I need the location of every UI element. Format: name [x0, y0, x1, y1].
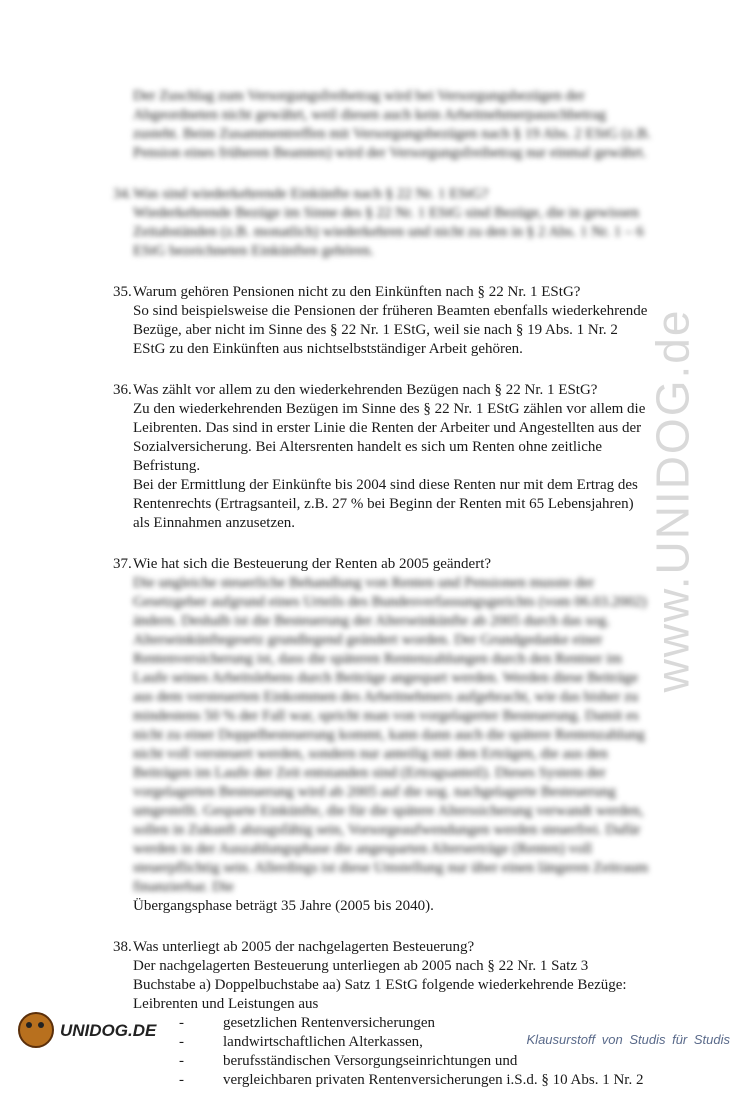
question-37 — [113, 555, 653, 916]
list-intro: Leibrenten und Leistungen aus — [133, 996, 319, 1012]
intro-paragraph — [113, 87, 653, 163]
answer-paragraph: Bei der Ermittlung der Einkünfte bis 2004 sind diese Renten nur mit dem Ertrag des Rentenrechts (Ertragsanteil, z.B. 27 % bei Beginn der Renten mit 65 Lebensjahren) als Einnahmen anzusetzen. — [133, 477, 638, 531]
question-number: 34. — [113, 186, 132, 202]
answer-visible-text: Übergangsphase beträgt 35 Jahre (2005 bis 2040). — [133, 898, 434, 914]
question-36 — [113, 381, 653, 533]
question-text: Was unterliegt ab 2005 der nachgelagerten Besteuerung? — [133, 939, 475, 955]
list-item: - landwirtschaftlichen Alterkassen, — [133, 1033, 653, 1052]
question-text: Warum gehören Pensionen nicht zu den Einkünften nach § 22 Nr. 1 EStG? — [133, 284, 581, 300]
question-number: 35. — [113, 284, 132, 300]
dog-icon — [18, 1012, 54, 1048]
answer-paragraph: Der nachgelagerten Besteuerung unterliegen ab 2005 nach § 22 Nr. 1 Satz 3 Buchstabe a) Doppelbuchstabe aa) Satz 1 EStG folgende wiederkehrende Bezüge: — [133, 958, 627, 993]
pension-sources-list — [133, 1014, 653, 1090]
answer-paragraph: Zu den wiederkehrenden Bezügen im Sinne des § 22 Nr. 1 EStG zählen vor allem die Leibrenten. Das sind in erster Linie die Renten der Arbeiter und Angestellten aus der Sozialversicherung. Bei Altersrenten handelt es sich um Renten ohne zeitliche Befristung. — [133, 401, 646, 474]
question-number: 37. — [113, 556, 132, 572]
dash-bullet: - — [179, 1015, 184, 1031]
footer-slogan: Klausurstoff von Studis für Studis — [526, 1032, 730, 1047]
question-text: Wie hat sich die Besteuerung der Renten ab 2005 geändert? — [133, 556, 492, 572]
answer-text: Wiederkehrende Bezüge im Sinne des § 22 Nr. 1 EStG sind Bezüge, die in gewissen Zeitabständen (z.B. monatlich) wiederkehren und nicht zu den in § 2 Abs. 1 Nr. 1 – 6 EStG bezeichneten Einkünften gehören. — [133, 205, 644, 259]
document-body — [113, 87, 653, 1112]
dash-bullet: - — [179, 1034, 184, 1050]
question-35 — [113, 283, 653, 359]
watermark-text: www.UNIDOG.de — [646, 308, 699, 692]
list-item: - berufsständischen Versorgungseinrichtungen und — [133, 1052, 653, 1071]
answer-blurred-text: Die ungleiche steuerliche Behandlung von Renten und Pensionen musste der Gesetzgeber aufgrund eines Urteils des Bundesverfassungsgerichts (vom 06.03.2002) ändern. Deshalb ist die Besteuerung der Alterseinkünfte ab 2005 durch das sog. Alterseinkünftegesetz grundlegend geändert worden. Der Grundgedanke einer Rentenversicherung ist, dass die späteren Rentenzahlungen durch den Rentner im Laufe seines Arbeitslebens durch Beiträge angespart werden. Werden diese Beiträge aus dem versteuerten Einkommen des Arbeitnehmers aufgebracht, wie das bisher zu mindestens 50 % der Fall war, spricht man von vorgelagerter Besteuerung. Damit es nicht zu einer Doppelbesteuerung kommt, kann dann auch die spätere Rentenzahlung nicht voll versteuert werden, sondern nur anteilig mit den Erträgen, die aus den Beiträgen im Laufe der Zeit entstanden sind (Ertragsanteil). Dieses System der vorgelagerten Besteuerung wird ab 2005 auf die sog. nachgelagerte Besteuerung umgestellt. Gesparte Einkünfte, die für die spätere Alterssicherung verwandt werden, sollen in Zukunft abzugsfähig sein, Vorsorgeaufwendungen werden steuerfrei. Dafür werden in der Auszahlungsphase die angesparten Alterserträge (Renten) voll steuerpflichtig sein. Allerdings ist diese Umstellung nur über einen längeren Zeitraum finanzierbar. Die — [133, 575, 649, 895]
logo-text: UNIDOG.DE — [60, 1020, 157, 1040]
dash-bullet: - — [179, 1053, 184, 1069]
intro-text: Der Zuschlag zum Versorgungsfreibetrag wird bei Versorgungsbezügen der Abgeordneten nicht gewährt, weil diesen auch kein Arbeitnehmerpauschbetrag zusteht. Beim Zusammentreffen mit Versorgungsbezügen nach § 19 Abs. 2 EStG (z.B. Pension eines früheren Beamten) wird der Versorgungsfreibetrag nur einmal gewährt. — [133, 88, 651, 161]
question-text: Was sind wiederkehrende Einkünfte nach § 22 Nr. 1 EStG? — [133, 186, 489, 202]
question-34 — [113, 185, 653, 261]
list-item: - vergleichbaren privaten Rentenversicherungen i.S.d. § 10 Abs. 1 Nr. 2 — [133, 1071, 653, 1090]
answer-text: So sind beispielsweise die Pensionen der früheren Beamten ebenfalls wiederkehrende Bezüge, aber nicht im Sinne des § 22 Nr. 1 EStG, weil sie nach § 19 Abs. 1 Nr. 2 EStG zu den Einkünften aus nichtselbstständiger Arbeit gehören. — [133, 303, 648, 357]
list-item: - gesetzlichen Rentenversicherungen — [133, 1014, 653, 1033]
question-38 — [113, 938, 653, 1090]
question-text: Was zählt vor allem zu den wiederkehrenden Bezügen nach § 22 Nr. 1 EStG? — [133, 382, 598, 398]
question-number: 36. — [113, 382, 132, 398]
question-number: 38. — [113, 939, 132, 955]
dash-bullet: - — [179, 1072, 184, 1088]
unidog-logo — [18, 1012, 168, 1048]
